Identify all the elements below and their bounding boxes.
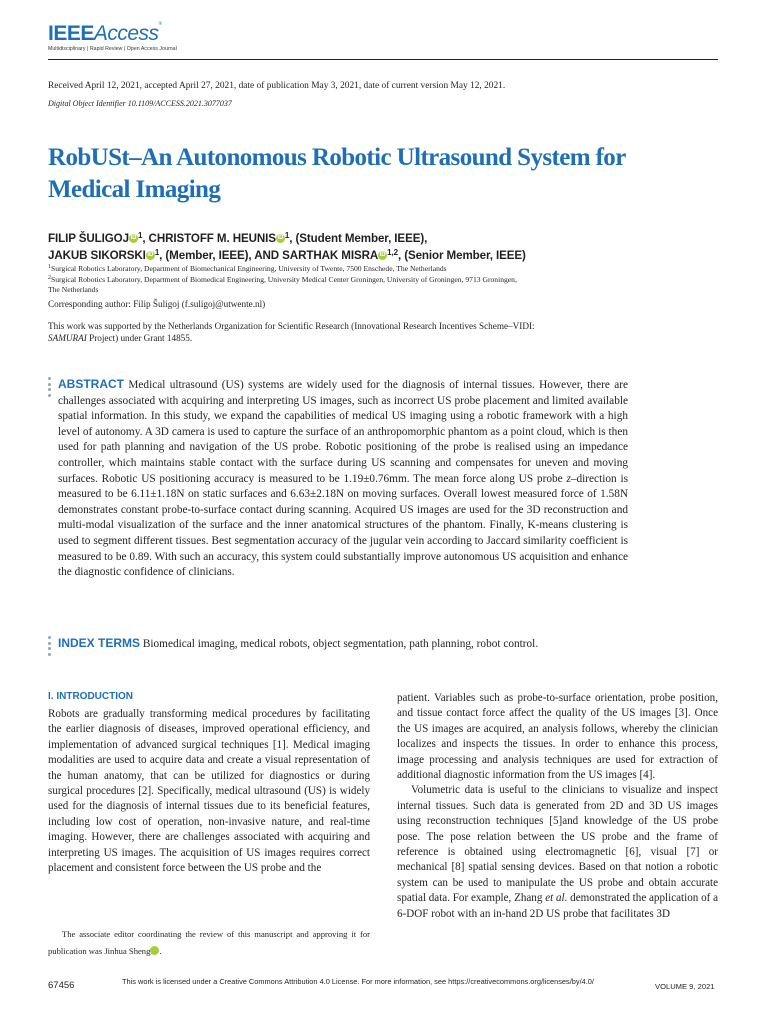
affiliation-2 <box>48 275 608 284</box>
paragraph-text: Volumetric data is useful to the clinicians to visualize and inspect internal tissues. Such data is generated from 2D and 3D US images using reconstruction techniques [5]and knowledge of the US probe pose. The pose relation between the US probe and the frame of reference is obtained using electromagnetic [6], visual [7] or mechanical [8] spatial sensing devices. Based on that notion a robotic system can be used to manipulate the US probe and obtain accurate spatial data. For example, Zhang <box>397 784 718 905</box>
abstract-z: z <box>566 472 571 485</box>
paragraph <box>397 783 718 922</box>
footnote-text: The associate editor coordinating the review of this manuscript and approving it for publication was Jinhua Sheng <box>48 929 370 956</box>
logo-trademark: ® <box>158 22 163 27</box>
journal-tagline: Multidisciplinary | Rapid Review | Open Access Journal <box>48 46 177 52</box>
orcid-icon[interactable]: iD <box>379 252 386 258</box>
license-notice[interactable]: This work is licensed under a Creative Commons Attribution 4.0 License. For more information, see https://creativecommons.org/licenses/by/4.0/ <box>122 977 594 986</box>
author-affiliation-sup: 1,2 <box>387 248 398 257</box>
abstract-heading: ABSTRACT <box>58 377 124 391</box>
received-dates: Received April 12, 2021, accepted April 27, 2021, date of publication May 3, 2021, date of current version May 12, 2021. <box>48 81 506 91</box>
author-name: FILIP ŠULIGOJ <box>48 232 129 245</box>
index-terms-heading: INDEX TERMS <box>58 636 141 650</box>
affiliation-2-cont: The Netherlands <box>48 285 99 294</box>
logo-access: Access <box>93 22 159 45</box>
orcid-icon[interactable]: iD <box>150 946 159 955</box>
index-terms-text: Biomedical imaging, medical robots, object segmentation, path planning, robot control. <box>142 638 539 650</box>
abstract <box>58 377 628 581</box>
affiliation-1 <box>48 264 608 273</box>
paragraph: patient. Variables such as probe-to-surface orientation, probe position, and tissue contact force affect the quality of the US images [3]. Once the US images are acquired, an analysis follows, whereby the clinician localizes and inspects the tissues. In order to enhance this process, image processing and analysis techniques are used for extraction of additional diagnostic information from the US images [4]. <box>397 692 718 782</box>
logo-ieee: IEEE <box>48 22 94 45</box>
author-name: , CHRISTOFF M. HEUNIS <box>142 232 276 245</box>
funding-project: SAMURAI <box>48 333 87 343</box>
paper-title: RobUSt–An Autonomous Robotic Ultrasound System for Medical Imaging <box>48 144 626 203</box>
author-affiliation-sup: 1 <box>284 231 290 240</box>
paragraph-text-cont: demonstrated the application of a 6-DOF robot with an in-hand 2D US probe that facilitates 3D <box>397 892 719 920</box>
author-affiliation-sup: 1 <box>154 248 160 257</box>
index-terms-marker-icon <box>48 636 52 658</box>
page-number: 67456 <box>48 980 75 991</box>
journal-logo <box>48 22 162 46</box>
header-divider <box>48 59 718 60</box>
orcid-icon[interactable]: iD <box>147 252 154 258</box>
affiliation-text: Surgical Robotics Laboratory, Department of Biomechanical Engineering, University of Twente, 7500 Enschede, The Netherlands <box>51 264 447 273</box>
author-line-2 <box>48 248 728 262</box>
corresponding-author: Corresponding author: Filip Šuligoj (f.suligoj@utwente.nl) <box>48 299 266 309</box>
author-role: , (Senior Member, IEEE) <box>397 249 526 262</box>
author-affiliation-sup: 1 <box>137 231 143 240</box>
abstract-text-cont: –direction is measured to be 6.11±1.18N on static surfaces and 6.63±2.18N on moving surfaces. Overall lowest measured force of 1.58N demonstrates constant probe-to-surface contact during scanning. Acquired US images are used for the 3D reconstruction and multi-modal visualization of the surface and the inner anatomical structures of the phantom. Finally, K-means clustering is used to segment different tissues. Best segmentation accuracy of the jugular vein according to Jaccard similarity coefficient is measured to be 0.89. With such an accuracy, this system could substantially improve autonomous US acquisition and enhance the diagnostic confidence of clinicians. <box>58 472 628 579</box>
index-terms <box>58 636 658 650</box>
affiliation-number: 2 <box>48 275 51 281</box>
volume-label: VOLUME 9, 2021 <box>655 982 715 991</box>
orcid-icon[interactable]: iD <box>277 235 284 241</box>
author-role: , (Student Member, IEEE), <box>289 232 428 245</box>
funding-statement <box>48 320 608 344</box>
author-line-1 <box>48 231 728 245</box>
section-heading: I. INTRODUCTION <box>48 691 133 702</box>
author-role: , (Member, IEEE), AND SARTHAK MISRA <box>159 249 379 262</box>
affiliation-number: 1 <box>48 264 51 270</box>
funding-text: This work was supported by the Netherlands Organization for Scientific Research (Innovational Research Incentives Scheme–VIDI: <box>48 321 535 331</box>
paragraph: Robots are gradually transforming medical procedures by facilitating the earlier diagnosis of diseases, improved operational efficiency, and implementation of advanced surgical techniques [1]. Medical imaging modalities are used to acquire data and create a visual representation of the human anatomy, that can be utilized for diagnostics or during surgical procedures [2]. Specifically, medical ultrasound (US) is widely used for the diagnosis of internal tissues due to its beneficial features, including low cost of operation, non-invasive nature, and real-time imaging. However, there are challenges associated with acquiring and interpreting US images. The acquisition of US images requires correct placement and consistent force between the US probe and the <box>48 708 370 875</box>
et-al: et al. <box>545 892 568 905</box>
author-name: JAKUB SIKORSKI <box>48 249 146 262</box>
abstract-marker-icon <box>48 377 52 399</box>
editor-footnote: The associate editor coordinating the review of this manuscript and approving it for publication was Jinhua Sheng iD. <box>48 929 370 956</box>
doi[interactable]: Digital Object Identifier 10.1109/ACCESS.2021.3077037 <box>48 99 232 108</box>
funding-text-rest: Project) under Grant 14855. <box>86 333 193 343</box>
right-column <box>397 691 718 922</box>
affiliation-text: Surgical Robotics Laboratory, Department of Biomedical Engineering, University Medical Center Groningen, University of Groningen, 9713 Groningen, <box>51 275 517 284</box>
abstract-text: Medical ultrasound (US) systems are widely used for the diagnosis of internal tissues. However, there are challenges associated with acquiring and interpreting US images, such as incorrect US probe placement and limited available spatial information. In this study, we expand the capabilities of medical US imaging using a robotic framework with a high level of autonomy. A 3D camera is used to capture the surface of an anthropomorphic phantom as a point cloud, which is then used for path planning and navigation of the US probe. Robotic positioning of the probe is realised using an impedance controller, which maintains stable contact with the surface during US scanning and compensates for uneven and moving surfaces. Robotic US positioning accuracy is measured to be 1.19±0.76mm. The mean force along US probe <box>58 379 628 485</box>
orcid-icon[interactable]: iD <box>130 235 137 241</box>
left-column <box>48 707 370 876</box>
